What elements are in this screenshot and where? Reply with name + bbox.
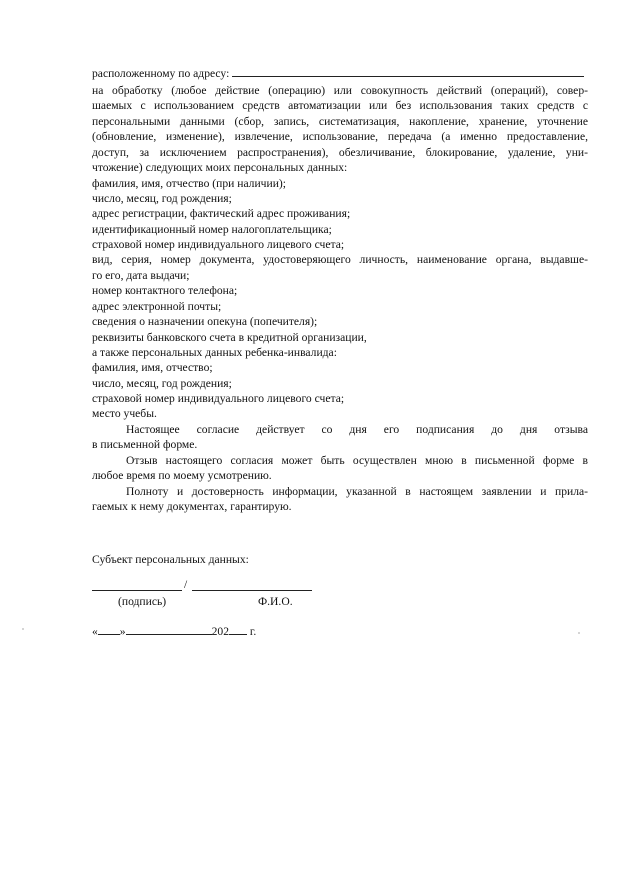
body-line: фамилия, имя, отчество (при наличии); bbox=[92, 177, 286, 190]
address-blank bbox=[232, 66, 584, 77]
body-line: адрес электронной почты; bbox=[92, 300, 222, 313]
signature-blank bbox=[92, 590, 182, 591]
body-line: страховой номер индивидуального лицевого счета; bbox=[92, 238, 345, 251]
date-year-prefix: 202 bbox=[211, 625, 229, 638]
body-line: вид, серия, номер документа, удостоверяющего личность, наименование органа, выдавше- bbox=[92, 253, 588, 266]
body-line: а также персональных данных ребенка-инвалида: bbox=[92, 346, 337, 359]
body-line: фамилия, имя, отчество; bbox=[92, 361, 213, 374]
consent-validity-line: в письменной форме. bbox=[92, 438, 198, 451]
name-caption: Ф.И.О. bbox=[258, 595, 293, 608]
body-line: страховой номер индивидуального лицевого счета; bbox=[92, 392, 345, 405]
body-line: чтожение) следующих моих персональных данных: bbox=[92, 161, 348, 174]
body-line: на обработку (любое действие (операцию) или совокупность действий (операций), совер- bbox=[92, 84, 588, 97]
body-line: персональными данными (сбор, запись, систематизация, накопление, хранение, уточнение bbox=[92, 115, 588, 128]
body-line: место учебы. bbox=[92, 407, 157, 420]
body-line: (обновление, изменение), извлечение, использование, передача (а именно предоставление, bbox=[92, 130, 588, 143]
body-line: число, месяц, год рождения; bbox=[92, 192, 232, 205]
year-blank bbox=[229, 624, 247, 635]
scan-speck bbox=[22, 628, 24, 630]
body-line: го его, дата выдачи; bbox=[92, 269, 190, 282]
body-line: реквизиты банковского счета в кредитной организации, bbox=[92, 331, 367, 344]
date-open-quote: « bbox=[92, 625, 98, 638]
subject-label: Субъект персональных данных: bbox=[92, 553, 249, 566]
body-line: идентификационный номер налогоплательщика; bbox=[92, 223, 332, 236]
scan-speck bbox=[578, 632, 580, 634]
address-line bbox=[92, 66, 588, 81]
day-blank bbox=[98, 624, 120, 635]
date-year-suffix: г. bbox=[249, 625, 257, 638]
address-label: расположенному по адресу: bbox=[92, 67, 230, 80]
name-blank bbox=[192, 590, 312, 591]
consent-validity-line: Настоящее согласие действует со дня его подписания до дня отзыва bbox=[126, 423, 588, 436]
revocation-line: Отзыв настоящего согласия может быть осуществлен мною в письменной форме в bbox=[126, 454, 588, 467]
signature-separator: / bbox=[184, 578, 188, 591]
revocation-line: любое время по моему усмотрению. bbox=[92, 469, 272, 482]
body-line: число, месяц, год рождения; bbox=[92, 377, 232, 390]
date-close-quote: » bbox=[119, 625, 126, 638]
signature-caption: (подпись) bbox=[118, 595, 167, 608]
month-blank bbox=[126, 624, 212, 635]
body-line: адрес регистрации, фактический адрес проживания; bbox=[92, 207, 351, 220]
body-line: доступ, за исключением распространения), обезличивание, блокирование, удаление, уни- bbox=[92, 146, 588, 159]
body-line: сведения о назначении опекуна (попечителя); bbox=[92, 315, 318, 328]
guarantee-line: Полноту и достоверность информации, указанной в настоящем заявлении и прила- bbox=[126, 485, 588, 498]
guarantee-line: гаемых к нему документах, гарантирую. bbox=[92, 500, 292, 513]
date-line bbox=[92, 624, 256, 639]
body-line: номер контактного телефона; bbox=[92, 284, 238, 297]
body-line: шаемых с использованием средств автоматизации или без использования таких средств с bbox=[92, 99, 588, 112]
